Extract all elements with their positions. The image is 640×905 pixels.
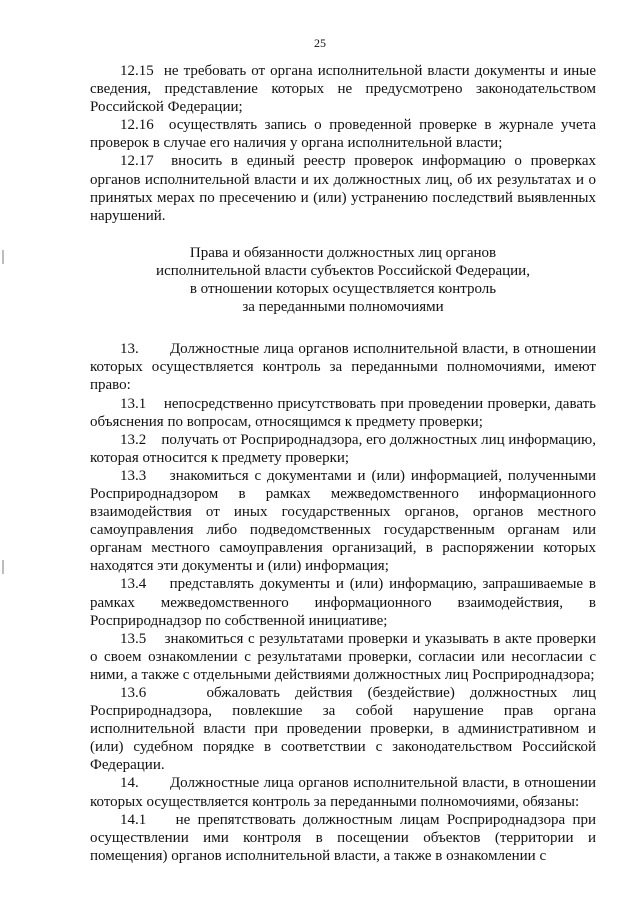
clause-number: 12.16: [120, 117, 154, 134]
clause-number: 13.: [120, 341, 139, 358]
page-number: 25: [314, 36, 326, 50]
clause-text: непосредственно присутствовать при проведении проверки, давать объяснения по вопросам, относящимся к предмету проверки;: [90, 395, 597, 430]
scan-margin-mark: [2, 560, 4, 574]
clause-text: вносить в единый реестр проверок информацию о проверках органов исполнительной власти и их должностных лиц, об их результатах и о принятых мерах по пресечению и (или) устранению последствий выявленных нарушений.: [90, 153, 596, 224]
clause-text: Должностные лица органов исполнительной власти, в отношении которых осуществляется контроль за переданными полномочиями, обязаны:: [90, 775, 596, 810]
clause-number: 13.6: [120, 685, 147, 701]
clause-text: осуществлять запись о проведенной проверке в журнале учета проверок в случае его наличия у органа исполнительной власти;: [90, 117, 597, 152]
clause-13-4: [90, 575, 596, 629]
heading-line: за переданными полномочиями: [242, 299, 444, 316]
clause-12-15: [90, 62, 596, 116]
clause-text: знакомиться с результатами проверки и указывать в акте проверки о своем ознакомлении с результатами проверки, согласии или несогласии с ними, а также с отдельными действиями должностных лиц Росприроднадзора;: [90, 630, 596, 683]
clause-number: 13.1: [120, 395, 147, 412]
clause-13: [90, 340, 596, 394]
clause-13-5: [90, 630, 596, 684]
heading-line: в отношении которых осуществляется контроль: [189, 281, 497, 298]
heading-line: Права и обязанности должностных лиц органов: [189, 244, 497, 261]
clause-text: получать от Росприроднадзора, его должностных лиц информацию, которая относится к предмету проверки;: [90, 431, 597, 466]
section-heading: [90, 244, 596, 316]
clause-text: представлять документы и (или) информацию, запрашиваемые в рамках межведомственного информационного взаимодействия, в Росприроднадзор по собственной инициативе;: [90, 576, 597, 629]
clause-number: 13.3: [120, 467, 147, 484]
clause-12-17: [90, 152, 596, 224]
heading-line: исполнительной власти субъектов Российской Федерации,: [156, 262, 530, 279]
scan-margin-mark: [2, 250, 4, 264]
clause-number: 13.5: [120, 630, 147, 647]
clause-text: знакомиться с документами и (или) информацией, полученными Росприроднадзором в рамках межведомственного информационного взаимодействия от иных государственных органов, органов местного самоуправления либо подведомственных государственным органам или органам местного самоуправления организаций, в распоряжении которых находятся эти документы и (или) информация;: [90, 467, 596, 575]
clause-number: 14.: [120, 775, 139, 792]
clause-number: 12.17: [120, 153, 154, 170]
clause-13-6: [90, 684, 596, 774]
clause-text: не требовать от органа исполнительной власти документы и иные сведения, представление которых не предусмотрено законодательством Российской Федерации;: [90, 63, 597, 116]
clause-number: 12.15: [120, 63, 154, 79]
clause-text: обжаловать действия (бездействие) должностных лиц Росприроднадзора, повлекшие за собой нарушение прав органа исполнительной власти при проведении проверки, в административном и (или) судебном порядке в соответствии с законодательством Российской Федерации.: [90, 685, 596, 774]
clause-number: 13.4: [120, 576, 147, 593]
document-body: [90, 62, 596, 865]
clause-number: 14.1: [120, 811, 147, 828]
clause-14-1: [90, 811, 596, 865]
clause-13-3: [90, 467, 596, 576]
clause-12-16: [90, 116, 596, 152]
clause-number: 13.2: [120, 431, 147, 448]
clause-13-1: [90, 395, 596, 431]
clause-13-2: [90, 431, 596, 467]
clause-14: [90, 774, 596, 810]
clause-text: не препятствовать должностным лицам Росприроднадзора при осуществлении ими контроля в посещении объектов (территории и помещения) органов исполнительной власти, а также в ознакомлении с: [90, 811, 596, 864]
clause-text: Должностные лица органов исполнительной власти, в отношении которых осуществляется контроль за переданными полномочиями, имеют право:: [90, 341, 596, 394]
